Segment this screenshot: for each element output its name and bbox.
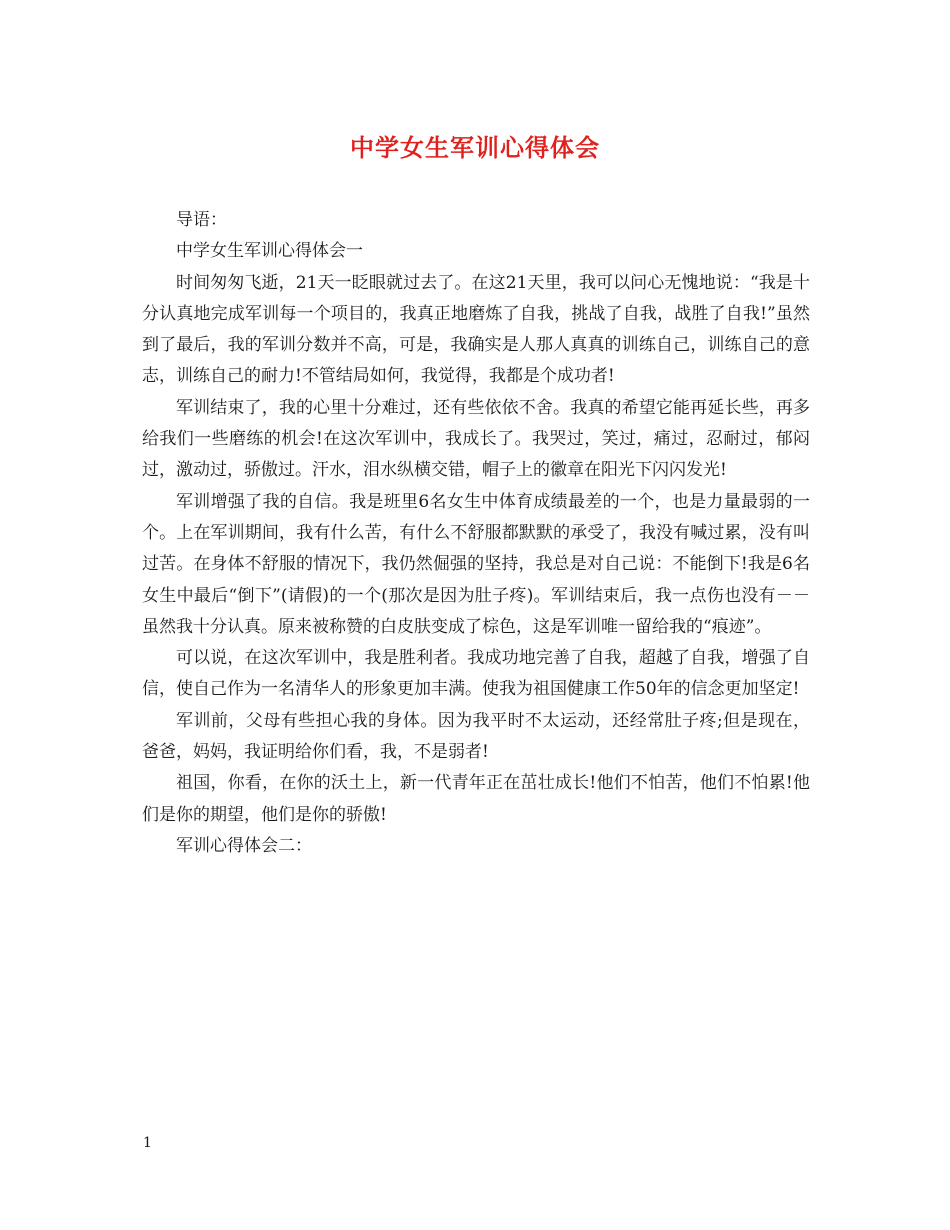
- paragraph: 时间匆匆飞逝，21天一眨眼就过去了。在这21天里，我可以问心无愧地说：“我是十分认真地完成军训每一个项目的，我真正地磨炼了自我，挑战了自我，战胜了自我!”虽然到了最后，我的军训分数并不高，可是，我确实是人那人真真的训练自己，训练自己的意志，训练自己的耐力!不管结局如何，我觉得，我都是个成功者!: [142, 272, 810, 387]
- paragraph: 军训结束了，我的心里十分难过，还有些依依不舍。我真的希望它能再延长些，再多给我们一些磨练的机会!在这次军训中，我成长了。我哭过，笑过，痛过，忍耐过，郁闷过，激动过，骄傲过。汗水，泪水纵横交错，帽子上的徽章在阳光下闪闪发光!: [142, 397, 810, 481]
- paragraph: 可以说，在这次军训中，我是胜利者。我成功地完善了自我，超越了自我，增强了自信，使自己作为一名清华人的形象更加丰满。使我为祖国健康工作50年的信念更加坚定!: [142, 648, 810, 700]
- paragraph-section-one-heading: 中学女生军训心得体会一: [176, 241, 363, 262]
- paragraph-section-two-heading: 军训心得体会二：: [176, 835, 312, 856]
- paragraph: 军训前，父母有些担心我的身体。因为我平时不太运动，还经常肚子疼;但是现在，爸爸，妈妈，我证明给你们看，我，不是弱者!: [142, 710, 810, 763]
- document-title: 中学女生军训心得体会: [350, 133, 600, 162]
- paragraph: 祖国，你看，在你的沃土上，新一代青年正在茁壮成长!他们不怕苦，他们不怕累!他们是你的期望，他们是你的骄傲!: [142, 773, 810, 825]
- page-number: 1: [143, 1135, 152, 1151]
- paragraph-intro-label: 导语：: [176, 210, 227, 230]
- paragraph: 军训增强了我的自信。我是班里6名女生中体育成绩最差的一个，也是力量最弱的一个。上在军训期间，我有什么苦，有什么不舒服都默默的承受了，我没有喊过累，没有叫过苦。在身体不舒服的情况下，我仍然倔强的坚持，我总是对自己说：不能倒下!我是6名女生中最后“倒下”(请假)的一个(那次是因为肚子疼)。军训结束后，我一点伤也没有－－虽然我十分认真。原来被称赞的白皮肤变成了棕色，这是军训唯一留给我的“痕迹”。: [142, 491, 810, 637]
- document-body: [142, 205, 810, 862]
